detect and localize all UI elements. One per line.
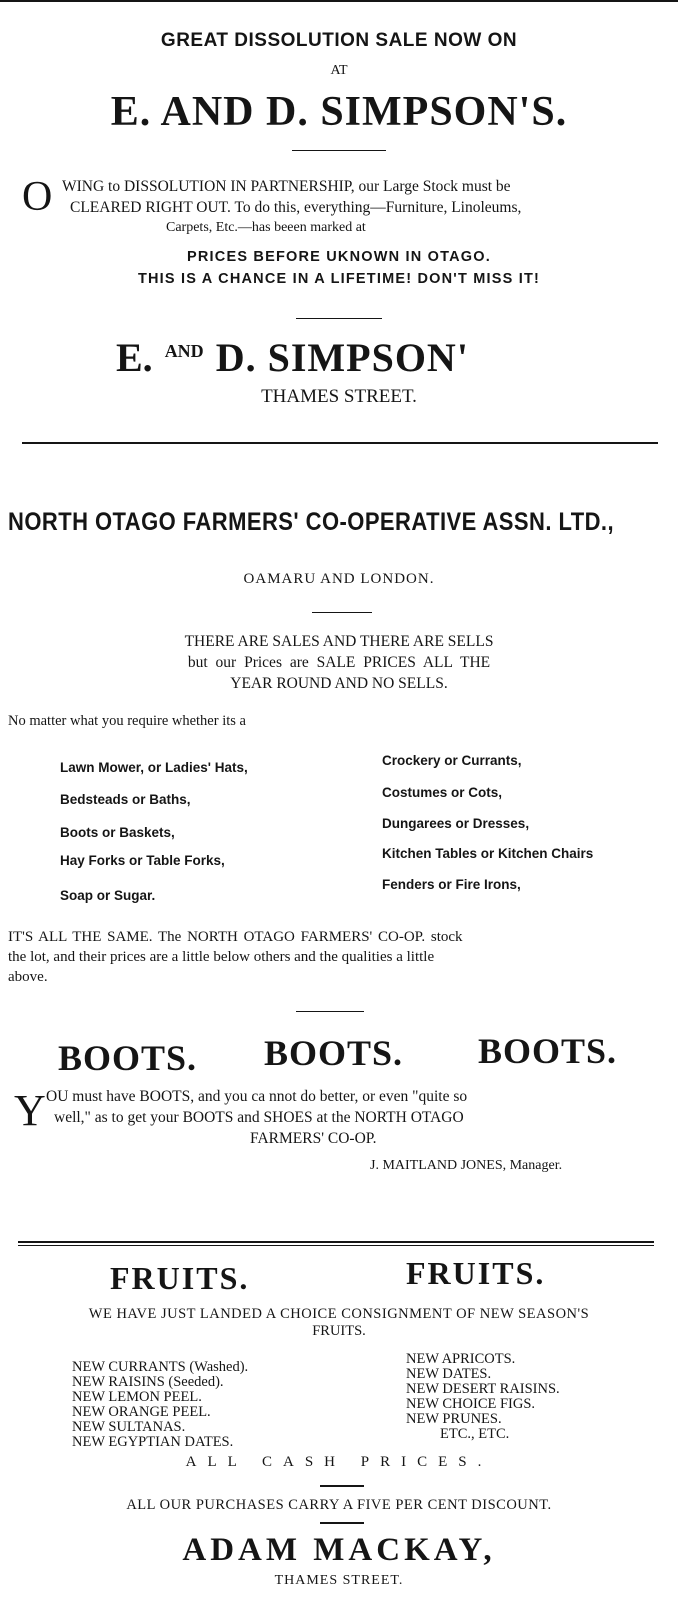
simpson-divider-1 (292, 150, 386, 151)
boots-heading-2: BOOTS. (264, 1033, 404, 1073)
simpson-signature-e: E. (116, 335, 153, 380)
farmers-item-right-1: Crockery or Currants, (382, 753, 522, 768)
simpson-signature-d: D. SIMPSON' (215, 335, 469, 380)
section-rule-1 (22, 442, 658, 444)
simpson-drop-cap: O (22, 174, 53, 220)
fruits-street: THAMES STREET. (274, 1573, 404, 1588)
fruits-item-left-4: NEW ORANGE PEEL. (72, 1404, 211, 1420)
fruits-item-left-1: NEW CURRANTS (Washed). (72, 1359, 249, 1375)
simpson-signature (116, 334, 469, 381)
section-rule-2 (296, 1011, 364, 1012)
fruits-item-left-3: NEW LEMON PEEL. (72, 1389, 202, 1405)
fruits-item-right-5: NEW PRUNES. (406, 1411, 502, 1427)
fruits-heading-2: FRUITS. (406, 1255, 546, 1291)
fruits-heading-1: FRUITS. (110, 1260, 250, 1296)
farmers-divider (312, 612, 372, 613)
section-rule-3b (18, 1245, 654, 1246)
farmers-lead-text: No matter what you require whether its a (8, 713, 246, 729)
farmers-item-left-2: Bedsteads or Baths, (60, 792, 191, 807)
fruits-store-name: ADAM MACKAY, (182, 1532, 496, 1568)
simpson-divider-2 (296, 318, 382, 319)
fruits-intro-line-1: WE HAVE JUST LANDED A CHOICE CONSIGNMENT OF NEW SEASON'S (88, 1306, 590, 1322)
farmers-intro-line-2: but our Prices are SALE PRICES ALL THE (187, 654, 491, 671)
boots-manager: J. MAITLAND JONES, Manager. (370, 1158, 563, 1173)
farmers-intro-line-1: THERE ARE SALES AND THERE ARE SELLS (184, 633, 494, 650)
simpson-signature-and: AND (164, 341, 204, 361)
simpson-at: AT (330, 63, 348, 78)
farmers-closing-line-1: IT'S ALL THE SAME. The NORTH OTAGO FARMERS' CO-OP. stock (8, 929, 463, 945)
simpson-slogan-1: PRICES BEFORE UKNOWN IN OTAGO. (187, 249, 491, 265)
simpson-body-line-3: Carpets, Etc.—has beeen marked at (166, 220, 366, 235)
farmers-item-left-1: Lawn Mower, or Ladies' Hats, (60, 760, 248, 775)
farmers-location: OAMARU AND LONDON. (243, 571, 435, 587)
farmers-item-right-3: Dungarees or Dresses, (382, 816, 530, 831)
fruits-item-right-2: NEW DATES. (406, 1366, 492, 1382)
farmers-intro-line-3: YEAR ROUND AND NO SELLS. (230, 675, 448, 692)
farmers-headline: NORTH OTAGO FARMERS' CO-OPERATIVE ASSN. LTD., (8, 508, 615, 536)
fruits-item-right-6: ETC., ETC. (440, 1426, 510, 1442)
fruits-item-right-4: NEW CHOICE FIGS. (406, 1396, 536, 1412)
farmers-item-right-5: Fenders or Fire Irons, (382, 877, 521, 892)
boots-heading-1: BOOTS. (58, 1038, 198, 1078)
fruits-intro-line-2: FRUITS. (312, 1323, 366, 1339)
fruits-discount: ALL OUR PURCHASES CARRY A FIVE PER CENT DISCOUNT. (126, 1497, 552, 1513)
simpson-body-line-2: CLEARED RIGHT OUT. To do this, everything—Furniture, Linoleums, (70, 199, 522, 216)
fruits-cash-prices: ALL CASH PRICES. (185, 1454, 493, 1470)
farmers-item-right-2: Costumes or Cots, (382, 785, 503, 800)
farmers-closing-line-2: the lot, and their prices are a little below others and the qualities a little (8, 949, 435, 965)
boots-heading-3: BOOTS. (478, 1031, 618, 1071)
fruits-divider-1 (320, 1485, 364, 1487)
boots-body-line-2: well," as to get your BOOTS and SHOES at the NORTH OTAGO (54, 1109, 464, 1126)
boots-body-line-1: OU must have BOOTS, and you ca nnot do better, or even "quite so (46, 1088, 468, 1105)
farmers-item-left-4: Hay Forks or Table Forks, (60, 853, 225, 868)
fruits-item-right-1: NEW APRICOTS. (406, 1351, 516, 1367)
fruits-item-left-5: NEW SULTANAS. (72, 1419, 186, 1435)
farmers-item-left-5: Soap or Sugar. (60, 888, 156, 903)
farmers-item-left-3: Boots or Baskets, (60, 825, 175, 840)
simpson-slogan-2: THIS IS A CHANCE IN A LIFETIME! DON'T MISS IT! (137, 271, 541, 287)
simpson-store-name: E. AND D. SIMPSON'S. (110, 89, 568, 135)
simpson-headline: GREAT DISSOLUTION SALE NOW ON (160, 30, 518, 51)
fruits-item-right-3: NEW DESERT RAISINS. (406, 1381, 560, 1397)
fruits-divider-2 (320, 1522, 364, 1524)
simpson-body-line-1: WING to DISSOLUTION IN PARTNERSHIP, our Large Stock must be (62, 178, 511, 195)
section-rule-3a (18, 1241, 654, 1243)
fruits-item-left-6: NEW EGYPTIAN DATES. (72, 1434, 234, 1450)
farmers-closing-line-3: above. (8, 969, 48, 985)
fruits-item-left-2: NEW RAISINS (Seeded). (72, 1374, 224, 1390)
top-border-rule (0, 0, 678, 2)
boots-body-line-3: FARMERS' CO-OP. (250, 1130, 377, 1147)
farmers-item-right-4: Kitchen Tables or Kitchen Chairs (382, 846, 594, 861)
boots-drop-cap: Y (14, 1086, 46, 1135)
simpson-street: THAMES STREET. (261, 386, 417, 407)
